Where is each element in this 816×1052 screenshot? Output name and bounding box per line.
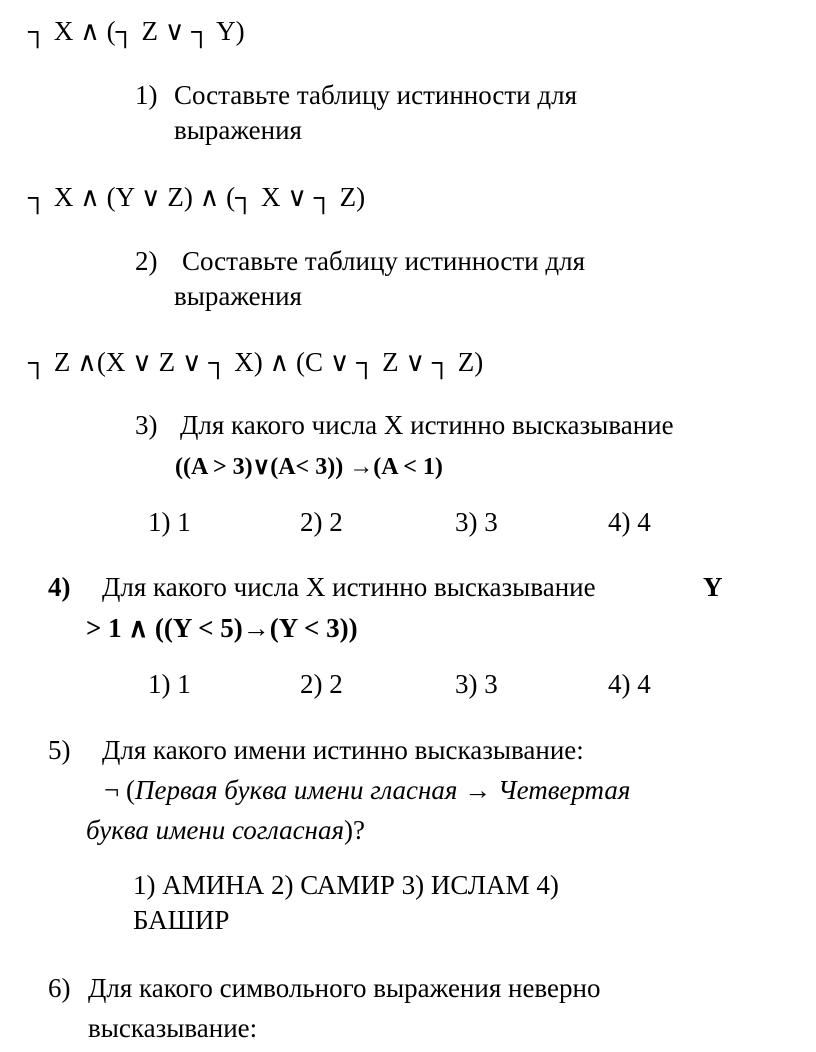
task-4-text-line1: Для какого числа X истинно высказывание — [102, 572, 596, 602]
task-5-tail: )? — [344, 815, 365, 845]
task-5-text-line3 — [86, 813, 365, 847]
task-6-number: 6) — [48, 973, 71, 1003]
task-5-negation: ¬ ( — [104, 775, 135, 805]
expression-2: ┐ X ∧ (Y ∨ Z) ∧ (┐ X ∨ ┐ Z) — [28, 182, 366, 212]
task-4-option-4: 4) 4 — [608, 669, 651, 699]
task-3-option-4: 4) 4 — [608, 507, 651, 537]
task-3-text-line1: Для какого числа X истинно высказывание — [180, 410, 674, 440]
expression-3: ┐ Z ∧(X ∨ Z ∨ ┐ X) ∧ (C ∨ ┐ Z ∨ ┐ Z) — [28, 347, 484, 377]
task-3-option-2: 2) 2 — [300, 507, 343, 537]
task-6-text-line2: высказывание: — [88, 1013, 258, 1043]
task-4-text-tail: Y — [703, 572, 723, 602]
task-2-text-line1: Составьте таблицу истинности для — [182, 246, 586, 276]
task-4-option-1: 1) 1 — [148, 669, 191, 699]
task-3-formula: ((A > 3)∨(A< 3)) →(A < 1) — [175, 454, 443, 480]
task-3-option-1: 1) 1 — [148, 507, 191, 537]
task-5-text-line2 — [104, 773, 630, 807]
task-6-text-line1: Для какого символьного выражения неверно — [88, 973, 601, 1003]
task-4-number: 4) — [48, 572, 71, 602]
task-3-option-3: 3) 3 — [455, 507, 498, 537]
task-5-number: 5) — [48, 735, 71, 765]
task-4-formula: > 1 ∧ ((Y < 5)→(Y < 3)) — [86, 613, 358, 643]
task-3-number: 3) — [135, 410, 158, 440]
task-4-option-3: 3) 3 — [455, 669, 498, 699]
task-5-options-line1: 1) АМИНА 2) САМИР 3) ИСЛАМ 4) — [133, 870, 559, 900]
task-5-italic-2: буква имени согласная — [86, 815, 345, 845]
expression-1: ┐ X ∧ (┐ Z ∨ ┐ Y) — [28, 16, 245, 46]
task-1-text-line1: Составьте таблицу истинности для — [174, 80, 578, 110]
task-2-text-line2: выражения — [174, 281, 302, 311]
task-1-number: 1) — [135, 80, 158, 110]
task-5-options-line2: БАШИР — [133, 905, 230, 935]
task-1-text-line2: выражения — [174, 115, 302, 145]
task-2-number: 2) — [135, 246, 158, 276]
task-5-text-line1: Для какого имени истинно высказывание: — [102, 735, 584, 765]
task-4-option-2: 2) 2 — [300, 669, 343, 699]
task-5-italic-1: Первая буква имени гласная → Четвертая — [134, 775, 631, 805]
